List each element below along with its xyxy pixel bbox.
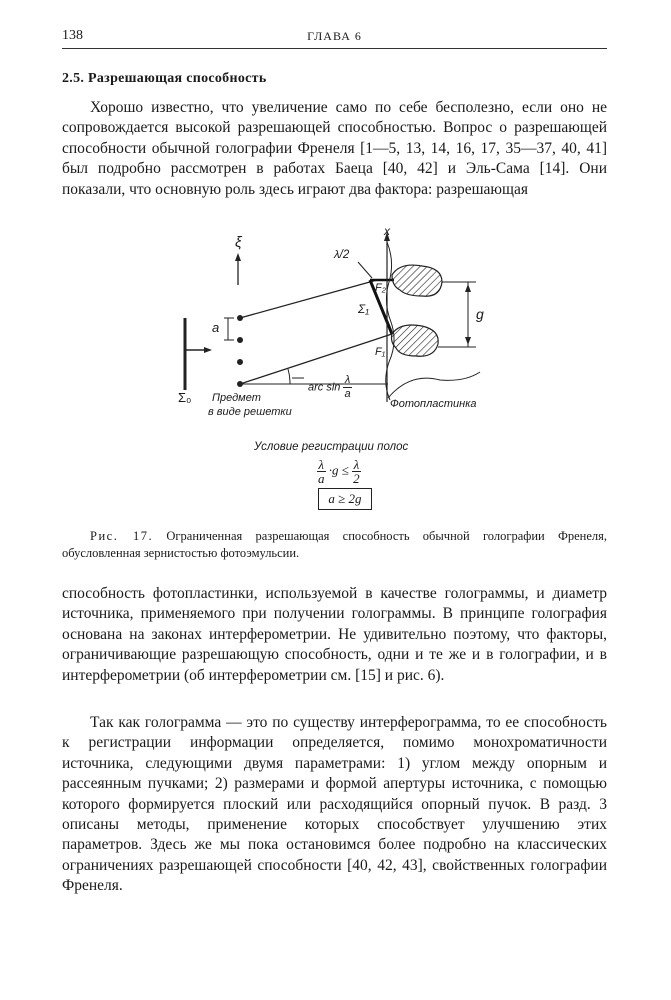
chapter-title: ГЛАВА 6	[307, 29, 362, 43]
lambda-half-pointer	[358, 262, 372, 278]
formula-fraction-1	[317, 458, 326, 485]
label-object-line2: в виде решетки	[208, 406, 292, 418]
section-title: 2.5. Разрешающая способность	[62, 71, 267, 86]
caption-lead: Рис. 17.	[90, 529, 154, 543]
label-sigma0: Σ₀	[178, 390, 192, 405]
page-number: 138	[62, 28, 83, 43]
page-header	[62, 26, 607, 49]
label-a: a	[212, 320, 220, 335]
grating-dot-3	[237, 359, 243, 365]
formula-f1-numerator: λ	[318, 457, 325, 472]
formula-f2-numerator: λ	[353, 457, 360, 472]
formula-f1-denominator: a	[318, 471, 325, 486]
blob-upper	[392, 265, 442, 296]
label-photoplate: Фотопластинка	[390, 398, 477, 410]
paragraph-3: Так как голограмма — это по существу интерферограмма, то ее способность к регистрации информации определяется, помимо монохроматичности источника, следующими двумя параметрами: 1) углом между опорным и рассеянным пучками; 2) размерами и формой апертуры источника, с помощью которого формируется плоский или расходящийся опорный пучок. В разд. 3 описаны методы, применение которых способствует улучшению этих параметров. Здесь же мы пока остановимся более подробно на классических ограничениях разрешающей способности [40, 42, 43], свойственных голографии Френеля.	[62, 714, 607, 895]
caption-text: Ограниченная разрешающая способность обычной голографии Френеля, обусловленная зернистостью фотоэмульсии.	[62, 529, 607, 560]
arcsin-denominator: a	[344, 388, 351, 400]
emulsion-line	[388, 372, 480, 398]
arcsin-numerator: λ	[344, 374, 351, 386]
label-f2: F₂	[375, 282, 386, 294]
sigma0-arrowhead	[204, 347, 212, 353]
paragraph-1: Хорошо известно, что увеличение само по себе бесполезно, если оно не сопровождается высокой разрешающей способностью. Вопрос о разрешающей способности обычной голографии Френеля [1—5, 13, 14, 16, 17, 35—37, 40, 41] был подробно рассмотрен в работах Баеца [40, 42] и Эль-Сама [14]. Они показали, что основную роль здесь играют два фактора: разрешающая	[62, 99, 607, 198]
arcsin-fraction	[343, 374, 351, 401]
label-xi: ξ	[235, 234, 242, 251]
label-f1: F₁	[375, 346, 386, 358]
label-object-line1: Предмет	[212, 392, 261, 404]
formula-fraction-2	[352, 458, 361, 485]
formula-result-box: a ≥ 2g	[318, 488, 372, 510]
label-g: g	[476, 306, 484, 322]
label-sigma1: Σ₁	[358, 302, 369, 316]
formula-condition	[317, 458, 361, 485]
formula-title: Условие регистрации полос	[254, 441, 409, 453]
formula-f2-denominator: 2	[353, 471, 360, 486]
paragraph-2: способность фотопластинки, используемой в качестве голограммы, и диаметр источника, применяемого при получении голограммы. В принципе голография основана на законах интерферометрии. Не удивительно поэтому, что факторы, ограничивающие разрешающую способность, одни и те же и в голографии, и в интерферометрии (об интерферометрии см. [15] и рис. 6).	[62, 585, 607, 684]
formula-middle: ·g ≤	[328, 462, 349, 478]
g-arrowhead-bottom	[465, 337, 471, 345]
ray-upper	[240, 280, 377, 318]
figure-caption	[62, 528, 607, 562]
xi-arrowhead	[235, 253, 241, 261]
angle-arc	[288, 369, 290, 384]
grating-dot-2	[237, 337, 243, 343]
label-arcsin	[308, 374, 352, 401]
g-arrowhead-top	[465, 284, 471, 292]
blob-lower	[392, 325, 439, 356]
label-x: x	[384, 224, 390, 238]
arcsin-text: arc sin	[308, 381, 341, 394]
label-lambda-half: λ/2	[334, 249, 350, 261]
